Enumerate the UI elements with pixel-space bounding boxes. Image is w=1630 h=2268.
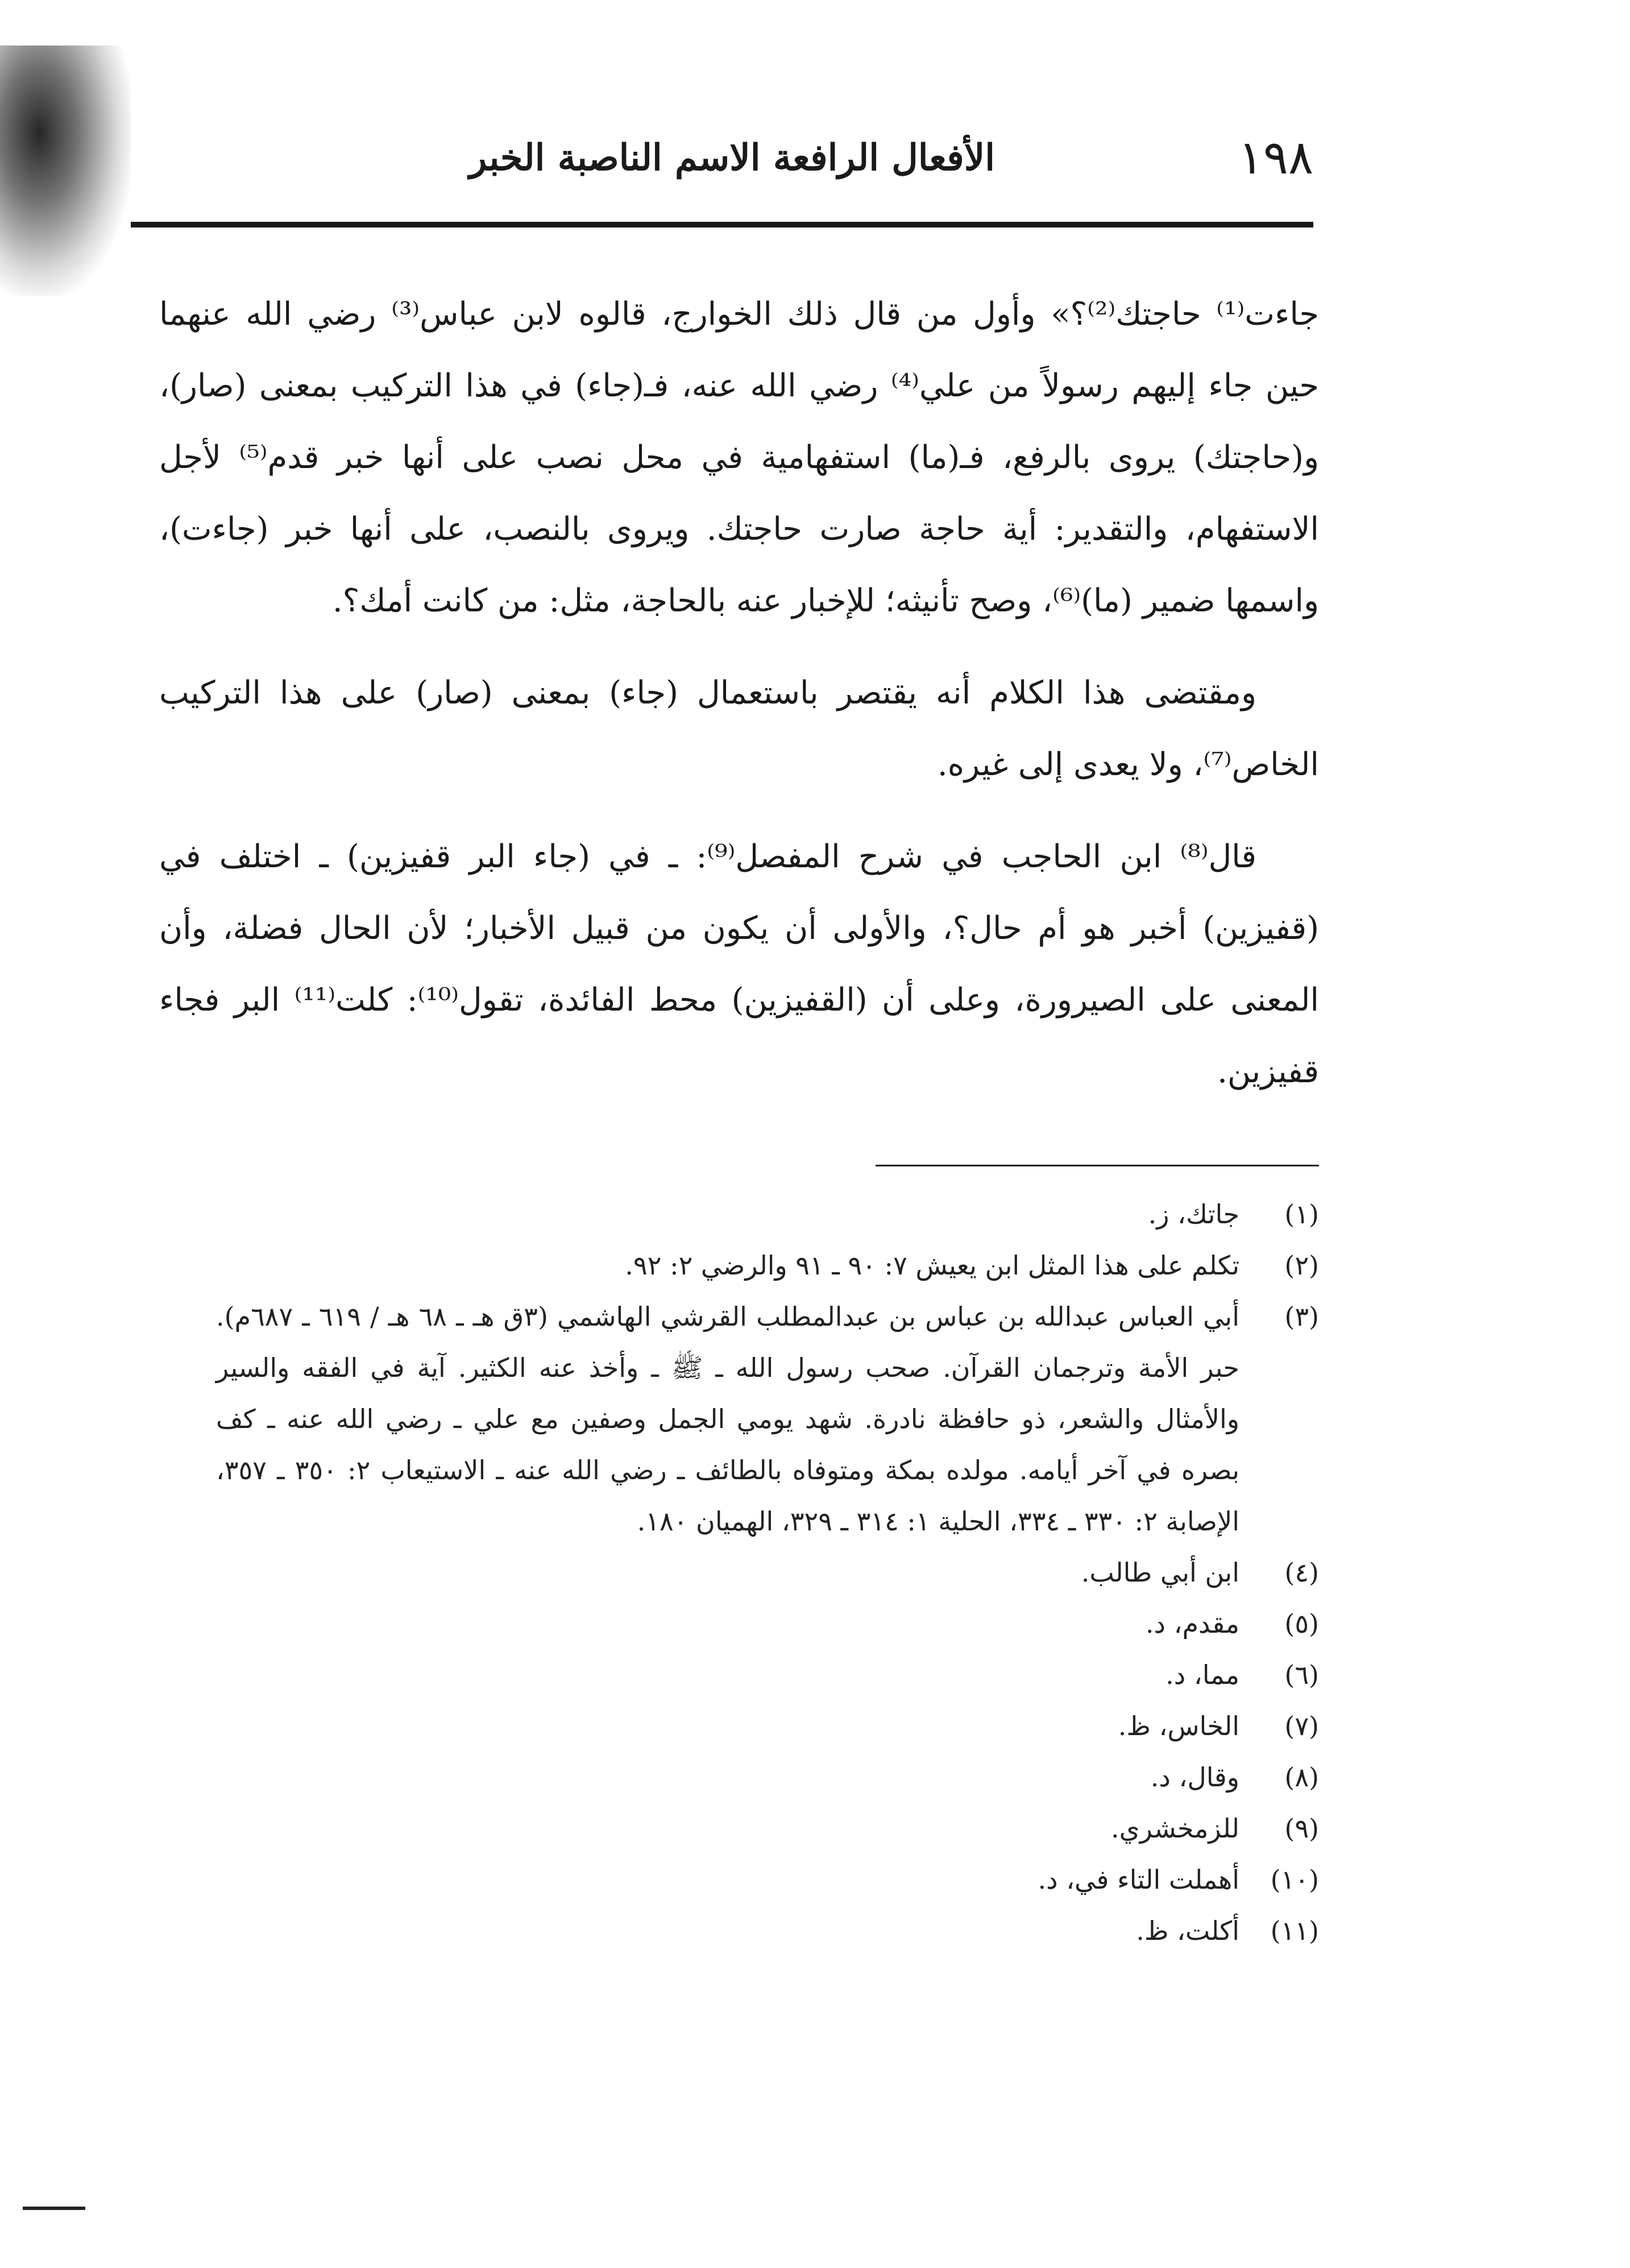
paragraph: جاءت⁽¹⁾ حاجتك⁽²⁾؟» وأول من قال ذلك الخوارج، قالوه لابن عباس⁽³⁾ رضي الله عنهما حين جاء إليهم رسولاً من علي⁽⁴⁾ رضي الله عنه، فـ(جاء) في هذا التركيب بمعنى (صار)، و(حاجتك) يروى بالرفع، فـ(ما) استفهامية في محل نصب على أنها خبر قدم⁽⁵⁾ لأجل الاستفهام، والتقدير: أية حاجة صارت حاجتك. ويروى بالنصب، على أنها خبر (جاءت)، واسمها ضمير (ما)⁽⁶⁾، وصح تأنيثه؛ للإخبار عنه بالحاجة، مثل: من كانت أمك؟.	[159, 296, 1320, 619]
footnote-number: (١٠)	[1270, 1864, 1319, 1895]
page-number: ١٩٨	[1238, 131, 1313, 185]
footnote-text: مما، د.	[1166, 1659, 1239, 1690]
footnote	[216, 1752, 1319, 1803]
footnote-number: (٥)	[1284, 1608, 1319, 1639]
footnote-text: أكلت، ظ.	[1136, 1915, 1239, 1946]
footnote-number: (٦)	[1284, 1659, 1319, 1690]
footnote	[216, 1700, 1319, 1752]
footnote-rule	[876, 1165, 1319, 1166]
footnote-number: (٣)	[1284, 1301, 1319, 1332]
scan-mark	[23, 2207, 85, 2210]
page-header	[136, 131, 1313, 193]
footnote	[216, 1649, 1319, 1700]
footnote	[216, 1803, 1319, 1854]
footnote-number: (٧)	[1284, 1711, 1319, 1741]
footnote	[216, 1240, 1319, 1291]
scan-shadow	[0, 45, 131, 296]
footnote-text: أهملت التاء في، د.	[1038, 1864, 1239, 1895]
footnote-text: للزمخشري.	[1110, 1813, 1239, 1844]
main-text	[159, 279, 1319, 1128]
running-title: الأفعال الرافعة الاسم الناصبة الخبر	[469, 136, 995, 179]
footnote	[216, 1905, 1319, 1956]
footnote-text: جاتك، ز.	[1148, 1199, 1239, 1230]
paragraph: قال⁽⁸⁾ ابن الحاجب في شرح المفصل⁽⁹⁾: ـ في (جاء البر قفيزين) ـ اختلف في (قفيزين) أخبر هو أم حال؟، والأولى أن يكون من قبيل الأخبار؛ لأن الحال فضلة، وأن المعنى على الصيرورة، وعلى أن (القفيزين) محط الفائدة، تقول⁽¹⁰⁾: كلت⁽¹¹⁾ البر فجاء قفيزين.	[159, 838, 1319, 1090]
paragraph: ومقتضى هذا الكلام أنه يقتصر باستعمال (جاء) بمعنى (صار) على هذا التركيب الخاص⁽⁷⁾، ولا يعدى إلى غيره.	[159, 674, 1319, 783]
footnote	[216, 1291, 1319, 1547]
footnote	[216, 1854, 1319, 1905]
footnote	[216, 1189, 1319, 1240]
footnote-number: (٩)	[1284, 1813, 1319, 1844]
footnote-number: (١١)	[1270, 1915, 1319, 1946]
footnote-number: (٨)	[1284, 1762, 1319, 1793]
footnote-number: (١)	[1284, 1199, 1319, 1230]
footnote-text: مقدم، د.	[1145, 1608, 1239, 1639]
footnote	[216, 1547, 1319, 1598]
footnote-text: أبي العباس عبدالله بن عباس بن عبدالمطلب القرشي الهاشمي (٣ق هـ ـ ٦٨ هـ / ٦١٩ ـ ٦٨٧م). حبر الأمة وترجمان القرآن. صحب رسول الله ـ ﷺ ـ وأخذ عنه الكثير. آية في الفقه والسير والأمثال والشعر، ذو حافظة نادرة. شهد يومي الجمل وصفين مع علي ـ رضي الله عنه ـ كف بصره في آخر أيامه. مولده بمكة ومتوفاه بالطائف ـ رضي الله عنه ـ الاستيعاب ٢: ٣٥٠ ـ ٣٥٧، الإصابة ٢: ٣٣٠ ـ ٣٣٤، الحلية ١: ٣١٤ ـ ٣٢٩، الهميان ١٨٠.	[216, 1301, 1239, 1537]
footnote-text: ابن أبي طالب.	[1081, 1557, 1239, 1588]
footnote-text: تكلم على هذا المثل ابن يعيش ٧: ٩٠ ـ ٩١ والرضي ٢: ٩٢.	[625, 1250, 1239, 1281]
footnote-number: (٢)	[1284, 1250, 1319, 1281]
footnote	[216, 1598, 1319, 1649]
header-rule	[131, 222, 1313, 227]
footnote-number: (٤)	[1284, 1557, 1319, 1588]
footnote-text: الخاس، ظ.	[1118, 1711, 1239, 1741]
footnote-text: وقال، د.	[1150, 1762, 1239, 1793]
footnotes	[216, 1189, 1319, 1956]
